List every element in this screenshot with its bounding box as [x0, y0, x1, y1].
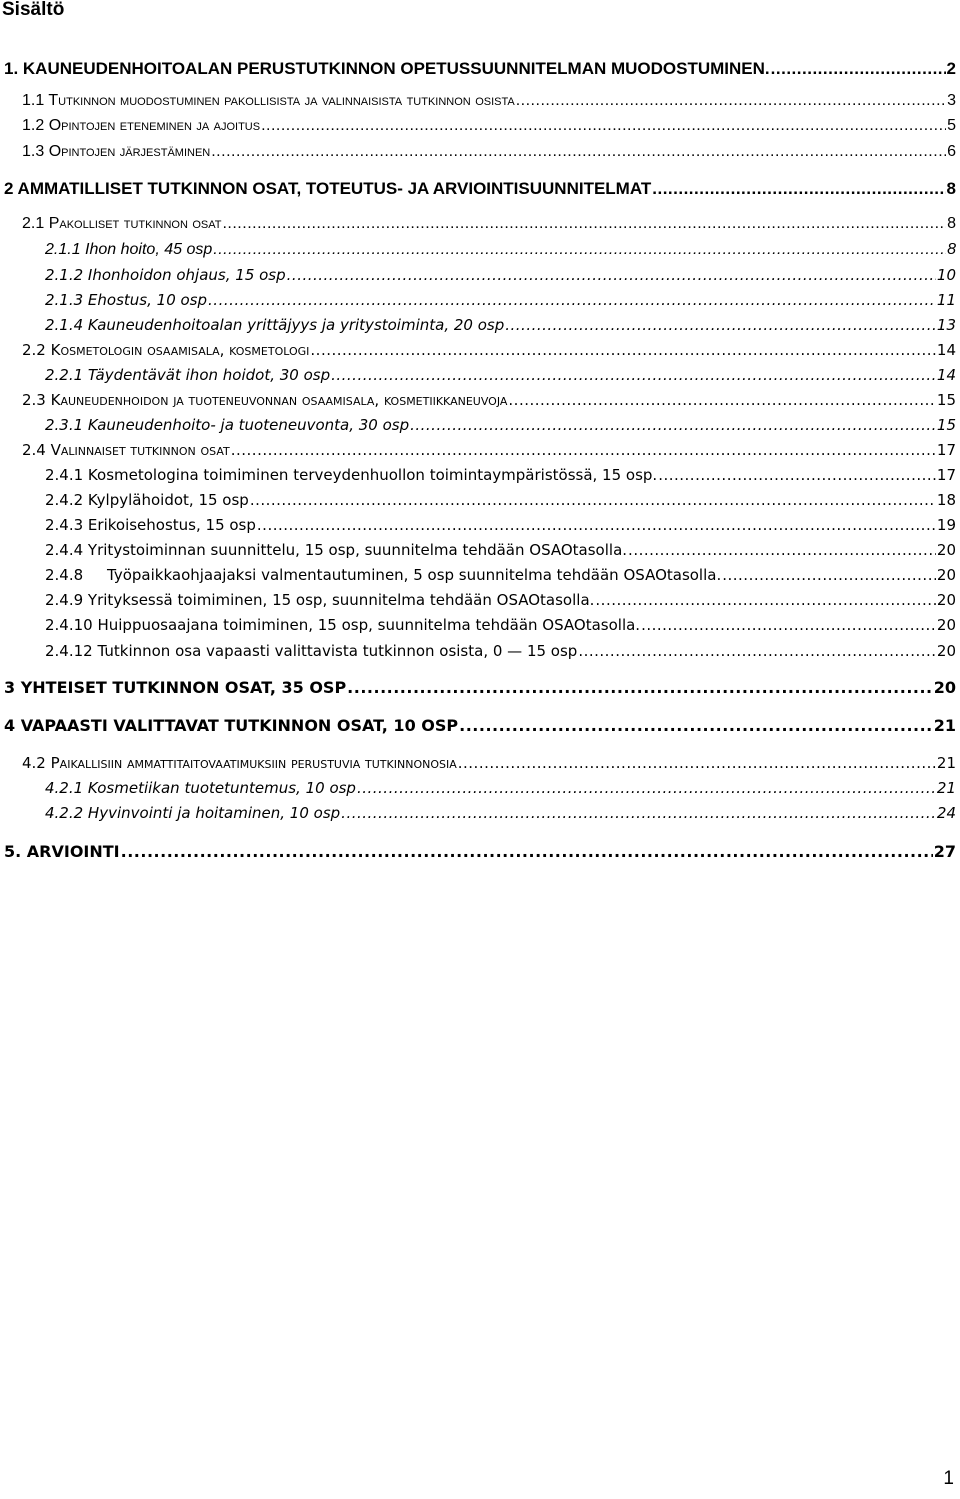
toc-entry-page: 17: [936, 443, 956, 458]
toc-entry-label: 2.4.12 Tutkinnon osa vapaasti valittavista tutkinnon osista, 0 — 15 osp: [45, 644, 578, 659]
toc-entry-page: 15: [936, 393, 956, 408]
toc-entry-page: 19: [936, 518, 956, 533]
toc-entry-label: 1.2 Opintojen eteneminen ja ajoitus: [22, 118, 261, 134]
toc-leader: [250, 493, 936, 508]
toc-leader: [578, 644, 936, 659]
toc-leader: [722, 568, 936, 583]
toc-entry-page: 24: [936, 806, 956, 821]
toc-entry-label: 4 VAPAASTI VALITTAVAT TUTKINNON OSAT, 10 OSP: [4, 718, 459, 734]
toc-entry[interactable]: [22, 443, 956, 458]
toc-entry[interactable]: [22, 144, 956, 160]
toc-entry[interactable]: [45, 493, 956, 508]
toc-entry-page: 27: [933, 844, 956, 860]
toc-leader: [595, 593, 936, 608]
toc-entry-page: 21: [933, 718, 956, 734]
toc-entry[interactable]: [22, 118, 956, 134]
toc-entry-label: 5. ARVIOINTI: [4, 844, 120, 860]
toc-entry[interactable]: [22, 216, 956, 232]
toc-entry[interactable]: [45, 318, 956, 333]
toc-entry-page: 11: [936, 293, 956, 308]
toc-entry-label: 3 YHTEISET TUTKINNON OSAT, 35 OSP: [4, 680, 347, 696]
toc-leader: [641, 618, 936, 633]
toc-entry[interactable]: [22, 343, 956, 358]
toc-entry-label: 2.4.9 Yrityksessä toimiminen, 15 osp, suunnitelma tehdään OSAOtasolla.: [45, 593, 595, 608]
toc-entry[interactable]: [4, 718, 956, 734]
toc-leader: [222, 216, 946, 232]
toc-entry[interactable]: [45, 593, 956, 608]
toc-entry-page: 15: [936, 418, 956, 433]
toc-entry-label: 2.2 Kosmetologin osaamisala, kosmetologi: [22, 343, 310, 358]
toc-entry[interactable]: [45, 618, 956, 633]
toc-entry-label: 1. KAUNEUDENHOITOALAN PERUSTUTKINNON OPETUSSUUNNITELMAN MUODOSTUMINEN.: [4, 60, 770, 77]
toc-entry[interactable]: [45, 568, 956, 583]
toc-entry-page: 20: [936, 618, 956, 633]
toc-leader: [331, 368, 936, 383]
toc-entry[interactable]: [45, 644, 956, 659]
toc-leader: [231, 443, 936, 458]
page-title: Sisältö: [2, 0, 65, 20]
toc-leader: [121, 844, 933, 860]
toc-entry-page: 20: [936, 568, 956, 583]
toc-entry-page: 6: [947, 144, 956, 160]
toc-entry-label: 2.3.1 Kauneudenhoito- ja tuoteneuvonta, 30 osp: [45, 418, 410, 433]
toc-entry-label: 2 AMMATILLISET TUTKINNON OSAT, TOTEUTUS- JA ARVIOINTISUUNNITELMAT: [4, 180, 652, 197]
toc-entry-page: 17: [936, 468, 956, 483]
toc-leader: [410, 418, 936, 433]
toc-entry[interactable]: [22, 93, 956, 109]
toc-entry-page: 8: [947, 242, 956, 258]
toc-entry-page: 3: [947, 93, 956, 109]
toc-leader: [458, 756, 936, 771]
toc-entry-label: 4.2.1 Kosmetiikan tuotetuntemus, 10 osp: [45, 781, 356, 796]
toc-entry-page: 18: [936, 493, 956, 508]
toc-entry-label: 2.1.3 Ehostus, 10 osp: [45, 293, 208, 308]
toc-entry-label: 2.4.4 Yritystoiminnan suunnittelu, 15 osp, suunnitelma tehdään OSAOtasolla.: [45, 543, 628, 558]
toc-entry[interactable]: [45, 543, 956, 558]
toc-leader: [347, 680, 933, 696]
toc-leader: [213, 242, 946, 258]
toc-leader: [341, 806, 936, 821]
toc-entry-label: 2.4.3 Erikoisehostus, 15 osp: [45, 518, 256, 533]
toc-entry-label: 2.4.8 Työpaikkaohjaajaksi valmentautuminen, 5 osp suunnitelma tehdään OSAOtasolla.: [45, 568, 722, 583]
toc-entry[interactable]: [45, 293, 956, 308]
toc-entry-page: 20: [936, 644, 956, 659]
toc-leader: [208, 293, 936, 308]
toc-entry-label: 4.2 Paikallisiin ammattitaitovaatimuksiin perustuvia tutkinnonosia: [22, 756, 457, 771]
toc-entry-label: 2.1 Pakolliset tutkinnon osat: [22, 216, 222, 232]
toc-entry-page: 14: [936, 343, 956, 358]
toc-entry-label: 2.1.2 Ihonhoidon ohjaus, 15 osp: [45, 268, 286, 283]
toc-entry-label: 2.4.2 Kylpylähoidot, 15 osp: [45, 493, 249, 508]
toc-entry[interactable]: [45, 468, 956, 483]
toc-leader: [357, 781, 936, 796]
toc-entry[interactable]: [4, 60, 956, 77]
toc-entry-label: 1.3 Opintojen järjestäminen: [22, 144, 211, 160]
toc-entry-page: 20: [933, 680, 956, 696]
toc-entry-page: 2: [946, 60, 956, 77]
toc-leader: [652, 180, 945, 197]
toc-entry-page: 20: [936, 543, 956, 558]
toc-entry-page: 14: [936, 368, 956, 383]
toc-entry-label: 2.4 Valinnaiset tutkinnon osat: [22, 443, 230, 458]
toc-entry-label: 2.4.10 Huippuosaajana toimiminen, 15 osp, suunnitelma tehdään OSAOtasolla.: [45, 618, 641, 633]
toc-entry[interactable]: [4, 180, 956, 197]
toc-entry-page: 13: [936, 318, 956, 333]
toc-entry-page: 20: [936, 593, 956, 608]
toc-entry[interactable]: [45, 518, 956, 533]
toc-leader: [257, 518, 936, 533]
toc-leader: [658, 468, 936, 483]
toc-entry-page: 5: [947, 118, 956, 134]
toc-leader: [310, 343, 936, 358]
toc-entry-label: 2.2.1 Täydentävät ihon hoidot, 30 osp: [45, 368, 331, 383]
toc-entry-page: 21: [936, 781, 956, 796]
footer-page-number: 1: [943, 1468, 954, 1489]
toc-entry-label: 2.1.1 Ihon hoito, 45 osp: [45, 242, 213, 258]
toc-leader: [508, 393, 936, 408]
toc-entry-page: 21: [936, 756, 956, 771]
toc-entry[interactable]: [22, 756, 956, 771]
toc-entry-label: 2.3 Kauneudenhoidon ja tuoteneuvonnan osaamisala, kosmetiikkaneuvoja: [22, 393, 508, 408]
toc-leader: [211, 144, 946, 160]
toc-entry[interactable]: [22, 393, 956, 408]
toc-entry-label: 1.1 Tutkinnon muodostuminen pakollisista ja valinnaisista tutkinnon osista: [22, 93, 515, 109]
toc-entry[interactable]: [45, 368, 956, 383]
toc-entry[interactable]: [45, 268, 956, 283]
toc-entry-page: 8: [947, 216, 956, 232]
toc-leader: [628, 543, 936, 558]
toc-leader: [261, 118, 946, 134]
toc-leader: [516, 93, 946, 109]
toc-entry[interactable]: [45, 781, 956, 796]
toc-entry[interactable]: [4, 680, 956, 696]
toc-leader: [459, 718, 933, 734]
toc-entry-label: 2.1.4 Kauneudenhoitoalan yrittäjyys ja yritystoiminta, 20 osp: [45, 318, 505, 333]
toc-entry[interactable]: [45, 806, 956, 821]
toc-entry-page: 10: [936, 268, 956, 283]
toc-leader: [287, 268, 936, 283]
toc-leader: [505, 318, 936, 333]
toc-entry[interactable]: [45, 418, 956, 433]
toc-entry-label: 2.4.1 Kosmetologina toimiminen terveydenhuollon toimintaympäristössä, 15 osp.: [45, 468, 658, 483]
toc-entry-label: 4.2.2 Hyvinvointi ja hoitaminen, 10 osp: [45, 806, 341, 821]
toc-entry[interactable]: [45, 242, 956, 258]
toc-entry[interactable]: [4, 844, 956, 860]
toc-leader: [771, 60, 946, 77]
toc-entry-page: 8: [946, 180, 956, 197]
